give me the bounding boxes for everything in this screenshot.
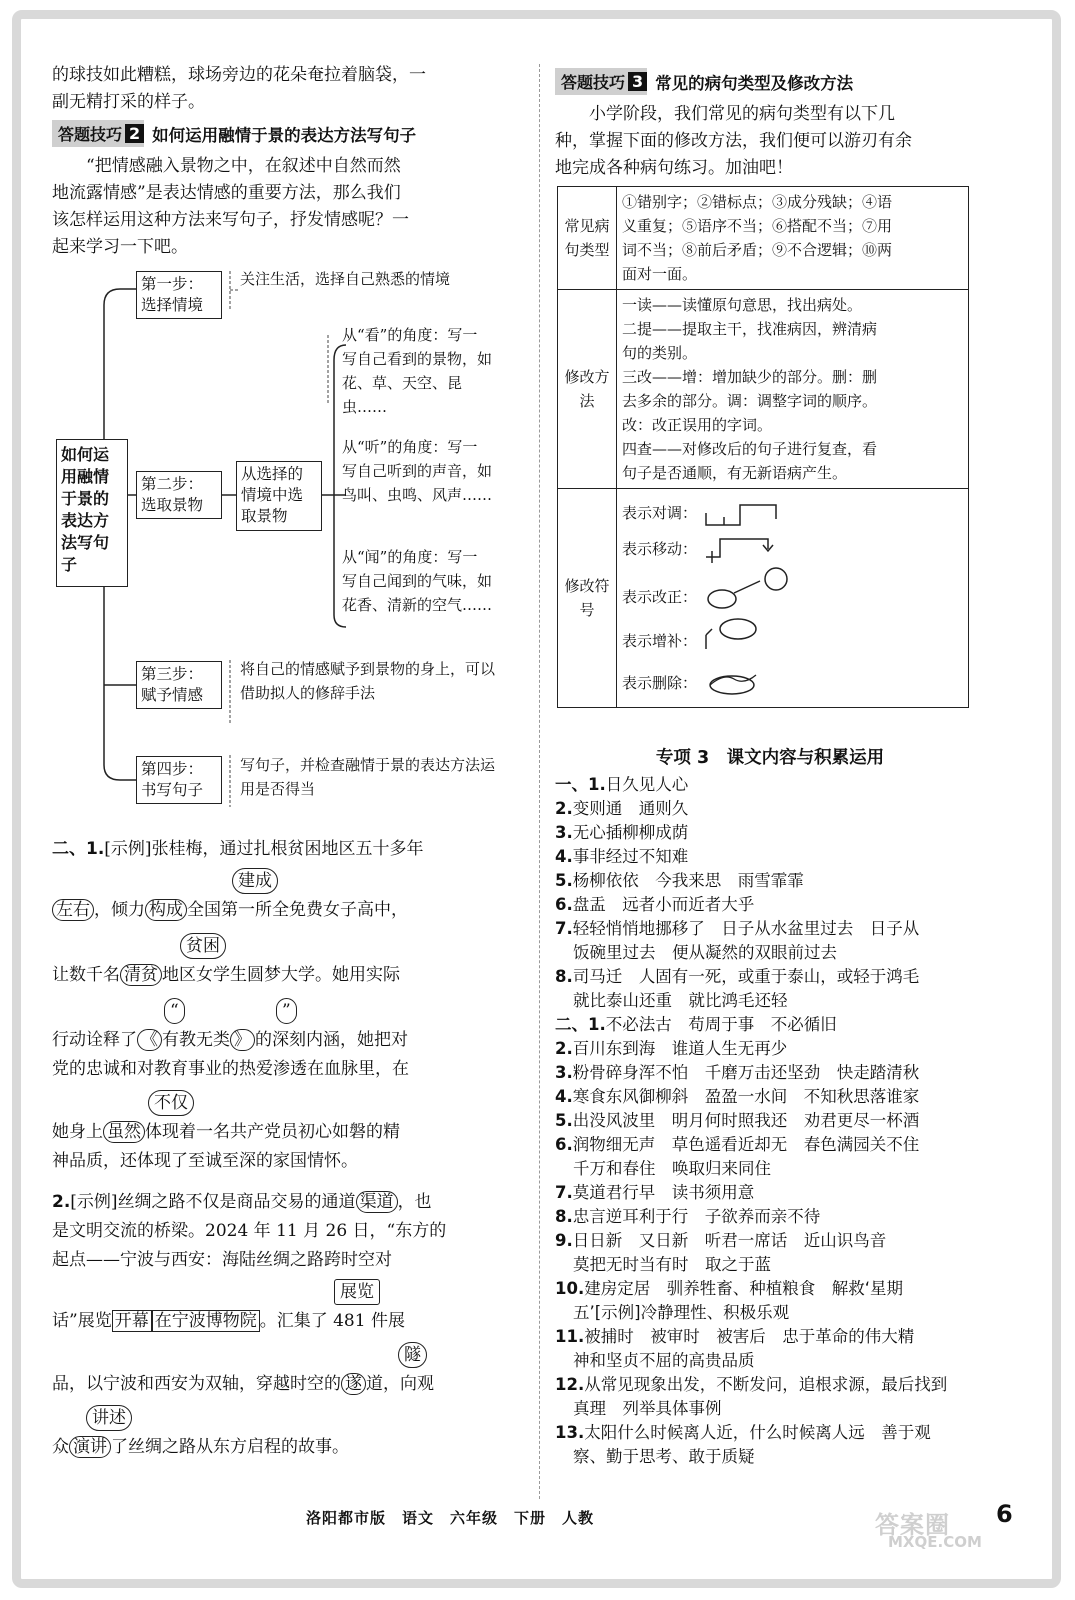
list-item: 6.润物细无声 草色遥看近却无 春色满园关不住: [555, 1135, 920, 1154]
tip2-badge: 答题技巧 2: [52, 120, 144, 147]
list-item: 5.杨柳依依 今我来思 雨雪霏霏: [555, 871, 804, 890]
list-item: 4.事非经过不知难: [555, 847, 689, 866]
list-item: 饭碗里过去 便从凝然的双眼前过去: [573, 943, 837, 962]
move-symbol-icon: [704, 531, 824, 567]
fix-pinkun: 贫困: [180, 933, 226, 959]
head-methods: 修改方法: [558, 290, 617, 489]
body-symbols: 表示对调： 表示移动： 表示改正： 表示增补： 表示删除：: [617, 489, 969, 708]
list-item: 莫把无时当有时 取之于蓝: [573, 1255, 771, 1274]
section-title: 专项 3 课文内容与积累运用: [655, 748, 885, 768]
fix-sui: 隧: [398, 1342, 427, 1368]
watermark-url: MXQE.COM: [888, 1533, 982, 1551]
box-kaimu: 开幕: [112, 1310, 152, 1332]
list-item: 5.出没风波里 明月何时照我还 劝君更尽一杯酒: [555, 1111, 920, 1130]
list-item: 10.建房定居 驯养牲畜、种植粮食 解救‘星期: [555, 1279, 903, 1298]
mind-map: [52, 265, 522, 835]
body-methods: 一读——读懂原句意思，找出病处。 二提——提取主干，找准病因，辨清病 句的类别。 三改——增：增加缺少的部分。删：删 去多余的部分。调：调整字词的顺序。 改：改正误用的字词。 四查——对修改后的句子进行复查，看 句子是否通顺，有无新语病产生。: [617, 290, 969, 489]
list-item: 12.从常见现象出发，不断发问，追根求源，最后找到: [555, 1375, 948, 1394]
error-types-table: [557, 186, 969, 708]
step2-note-smell: 从“闻”的角度：写一写自己闻到的气味，如花香、清新的空气……: [342, 548, 493, 614]
list-item: 五’[示例]冷静理性、积极乐观: [573, 1303, 790, 1322]
tip2-paragraph: “把情感融入景物之中，在叙述中自然而然 地流露情感”是表达情感的重要方法，那么我们 该怎样运用这种方法来写句子，抒发情感呢？一 起来学习一下吧。: [52, 156, 409, 257]
fix-jiangshu: 讲述: [86, 1405, 132, 1431]
list-item: 2.百川东到海 谁道人生无再少: [555, 1039, 788, 1058]
mind-map-center: 如何运用融情于景的表达方法写句子: [56, 439, 128, 587]
tip3-heading: [555, 68, 985, 95]
step4-box: 第四步：书写句子: [136, 756, 222, 804]
list-item: 一、1.日久见人心: [555, 775, 689, 794]
tip3-paragraph: 小学阶段，我们常见的病句类型有以下几 种，掌握下面的修改方法，我们便可以游刃有余 地完成各种病句练习。加油吧！: [555, 104, 912, 178]
tip3-title: 常见的病句类型及修改方法: [655, 73, 854, 93]
fix-zhanlan: 展览: [334, 1279, 380, 1305]
list-item: 神和坚贞不屈的高贵品质: [573, 1351, 755, 1370]
list-item: 2.变则通 通则久: [555, 799, 689, 818]
fix-jiancheng: 建成: [232, 868, 278, 894]
tip3-badge: 答题技巧 3: [555, 68, 647, 95]
list-item: 就比泰山还重 就比鸿毛还轻: [573, 991, 788, 1010]
step1-box: 第一步：选择情境: [136, 271, 222, 319]
right-column: [555, 62, 985, 1469]
mark-zuoyou: 左右: [52, 899, 94, 921]
answer-list: [555, 773, 985, 1469]
list-item: 千万和春住 唤取归来同住: [573, 1159, 771, 1178]
mark-qingpin: 清贫: [120, 964, 162, 986]
step2-note-listen: 从“听”的角度：写一写自己听到的声音，如鸟叫、虫鸣、风声……: [342, 438, 493, 504]
fix-quote-open: “: [164, 998, 185, 1024]
column-divider: [539, 64, 540, 1499]
table-row: [558, 290, 969, 489]
list-item: 8.司马迁 人固有一死，或重于泰山，或轻于鸿毛: [555, 967, 920, 986]
mark-goucheng: 构成: [145, 899, 187, 921]
fix-quote-close: ”: [276, 998, 297, 1024]
insert-symbol-icon: [704, 615, 824, 659]
example-2: 2.[示例]丝绸之路不仅是商品交易的通道 渠道 ，也 是文明交流的桥梁。2024 年 11 月 26 日，“东方的 起点——宁波与西安：海陆丝绸之路跨时空对 话”展览 开幕 在宁波博物院 。汇集了 481 件展 展览 品，以宁波和西安为双轴，穿越时空的 遂 道，向观 隧 众 演讲 了丝绸之路从东方启程的故事。 讲述: [52, 1192, 447, 1457]
step2-box: 第二步：选取景物: [136, 471, 222, 519]
swap-symbol-icon: [704, 495, 824, 531]
delete-symbol-icon: [704, 659, 824, 699]
list-item: 6.盘盂 远者小而近者大乎: [555, 895, 755, 914]
watermark: 答案圈: [875, 1511, 950, 1539]
list-item: 7.轻轻悄悄地挪移了 日子从水盆里过去 日子从: [555, 919, 920, 938]
step2-sub-box: 从选择的情境中选取景物: [236, 461, 322, 531]
tip2-heading: [52, 120, 522, 147]
table-row: [558, 187, 969, 290]
list-item: 8.忠言逆耳利于行 子欲养而亲不待: [555, 1207, 821, 1226]
list-item: 9.日日新 又日新 听君一席话 近山识鸟音: [555, 1231, 887, 1250]
box-zai: 在宁波博物院: [152, 1310, 260, 1332]
body-types: ①错别字；②错标点；③成分残缺；④语 义重复；⑤语序不当；⑥搭配不当；⑦用 词不当；⑧前后矛盾；⑨不合逻辑；⑩两 面对一面。: [617, 187, 969, 290]
list-item: 3.无心插柳柳成荫: [555, 823, 689, 842]
mark-yanjiang: 演讲: [69, 1436, 111, 1458]
page-number: 6: [996, 1500, 1013, 1528]
list-item: 13.太阳什么时候离人近，什么时候离人远 善于观: [555, 1423, 931, 1442]
step2-note-look: 从“看”的角度：写一写自己看到的景物，如花、草、天空、昆虫……: [342, 326, 493, 416]
footer-edition: 洛阳都市版 语文 六年级 下册 人教: [306, 1509, 595, 1527]
table-row: [558, 489, 969, 708]
list-item: 3.粉骨碎身浑不怕 千磨万击还坚劲 快走踏清秋: [555, 1063, 920, 1082]
head-symbols: 修改符号: [558, 489, 617, 708]
step4-note: 写句子，并检查融情于景的表达方法运用是否得当: [240, 756, 496, 798]
mark-qudao: 渠道: [356, 1191, 398, 1213]
left-column: [52, 62, 522, 1462]
tip2-title: 如何运用融情于景的表达方法写句子: [152, 125, 417, 145]
mark-suiran: 虽然: [103, 1121, 145, 1143]
list-item: 二、1.不必法古 苟周于事 不必循旧: [555, 1015, 837, 1034]
list-item: 11.被捕时 被审时 被害后 忠于革命的伟大精: [555, 1327, 915, 1346]
list-item: 4.寒食东风御柳斜 盈盈一水间 不知秋思落谁家: [555, 1087, 920, 1106]
step3-box: 第三步：赋予情感: [136, 661, 222, 709]
fix-bujin: 不仅: [148, 1090, 194, 1116]
mark-sui: 遂: [341, 1373, 366, 1395]
step3-note: 将自己的情感赋予到景物的身上，可以借助拟人的修辞手法: [240, 660, 496, 702]
step1-note: 关注生活，选择自己熟悉的情境: [240, 270, 451, 288]
list-item: 7.莫道君行早 读书须用意: [555, 1183, 755, 1202]
list-item: 真理 列举具体事例: [573, 1399, 722, 1418]
intro-line-2: 副无精打采的样子。: [52, 92, 205, 112]
head-types: 常见病句类型: [558, 187, 617, 290]
list-item: 察、勤于思考、敢于质疑: [573, 1447, 755, 1466]
intro-line-1: 的球技如此糟糕，球场旁边的花朵奄拉着脑袋，一: [52, 65, 426, 85]
correct-symbol-icon: [704, 567, 824, 615]
example-1: 二、1.[示例]张桂梅，通过扎根贫困地区五十多年 左右 ，倾力 构成 全国第一所全免费女子高中， 建成 让数千名 清贫 地区女学生圆梦大学。她用实际 贫困 行动诠释了 《 有教无类 》 的深刻内涵，她把对 “ ” 党的忠诚和对教育事业的热爱渗透在血脉里，在 她身上 虽然 体现着一名共产党员初心如磐的精 不仅 神品质，还体现了至诚至深的家国情怀。: [52, 839, 424, 1171]
